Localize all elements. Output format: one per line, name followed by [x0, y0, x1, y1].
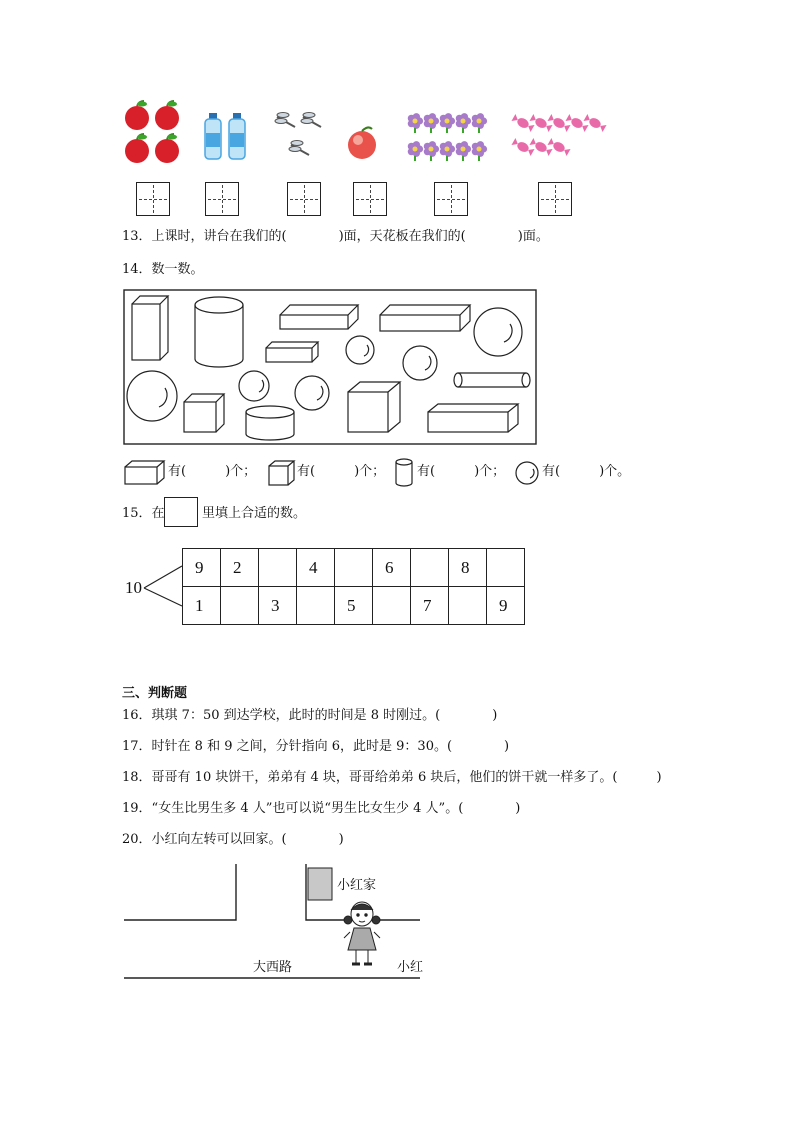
candies-icon	[511, 114, 607, 157]
question-20: 20．小红向左转可以回家。( )	[122, 832, 344, 847]
large-cylinder-shape	[195, 297, 243, 367]
peach-icon	[348, 127, 376, 159]
small-cylinder-shape	[246, 406, 294, 440]
table-cell[interactable]	[335, 549, 373, 587]
shapes-figure	[122, 288, 538, 448]
question-19: 19．“女生比男生多 4 人”也可以说“男生比女生少 4 人”。( )	[122, 801, 521, 816]
sphere-shape-1	[474, 308, 522, 356]
cylinder-icon	[394, 458, 414, 488]
candy-icon	[547, 138, 571, 157]
apples-icon	[125, 101, 179, 163]
sphere-shape-3	[403, 346, 437, 380]
question-17: 17．时针在 8 和 9 之间，分针指向 6，此时是 9：30。( )	[122, 739, 510, 754]
girl-icon	[344, 902, 380, 964]
flower-icon	[424, 113, 439, 133]
table-cell[interactable]	[449, 587, 487, 625]
table-cell[interactable]: 3	[259, 587, 297, 625]
sphere-icon	[514, 460, 540, 486]
question-18: 18．哥哥有 10 块饼干，弟弟有 4 块，哥哥给弟弟 6 块后，他们的饼干就一样多了。( )	[122, 770, 662, 785]
count-sphere: 有( )个。	[542, 464, 631, 479]
flower-icon	[440, 141, 455, 161]
table-cell[interactable]: 4	[297, 549, 335, 587]
table-cell[interactable]	[297, 587, 335, 625]
home-label: 小红家	[337, 878, 377, 893]
table-row-top	[183, 549, 525, 587]
answer-box-bottles[interactable]	[205, 182, 239, 216]
answer-box-peach[interactable]	[353, 182, 387, 216]
candy-icon	[583, 114, 607, 133]
bottles-icon	[205, 113, 245, 159]
example-box	[164, 497, 198, 527]
candy-icon	[547, 114, 571, 133]
candy-icon	[529, 114, 553, 133]
flowers-icon	[408, 113, 487, 161]
candy-icon	[565, 114, 589, 133]
counting-pictures	[115, 95, 615, 170]
table-cell[interactable]	[487, 549, 525, 587]
sphere-shape-4	[127, 371, 177, 421]
sphere-shape-5	[239, 371, 269, 401]
table-cell[interactable]: 9	[487, 587, 525, 625]
answer-box-flowers[interactable]	[434, 182, 468, 216]
question-13: 13．上课时，讲台在我们的( )面，天花板在我们的( )面。	[122, 229, 549, 244]
lying-cylinder-shape	[454, 373, 530, 387]
flower-icon	[408, 113, 423, 133]
flower-icon	[472, 113, 487, 133]
question-14-title: 14．数一数。	[122, 262, 204, 277]
house-icon	[308, 868, 332, 900]
question-16: 16．琪琪 7：50 到达学校，此时的时间是 8 时刚过。( )	[122, 708, 498, 723]
table-cell[interactable]	[221, 587, 259, 625]
table-cell[interactable]: 7	[411, 587, 449, 625]
dragonflies-icon	[275, 113, 321, 156]
flower-icon	[424, 141, 439, 161]
sphere-shape-6	[295, 376, 329, 410]
tall-cuboid-shape	[132, 296, 168, 360]
cube-shape-1	[184, 394, 224, 432]
candy-icon	[511, 138, 535, 157]
flat-cuboid-shape-3	[428, 404, 518, 432]
table-cell[interactable]	[259, 549, 297, 587]
table-cell[interactable]: 1	[183, 587, 221, 625]
count-cylinder: 有( )个；	[417, 464, 506, 479]
number-split-table	[182, 548, 525, 625]
answer-box-apples[interactable]	[136, 182, 170, 216]
flower-icon	[456, 141, 471, 161]
answer-box-candies[interactable]	[538, 182, 572, 216]
table-cell[interactable]: 2	[221, 549, 259, 587]
table-cell[interactable]	[411, 549, 449, 587]
flower-icon	[440, 113, 455, 133]
flat-cuboid-shape-1	[280, 305, 358, 329]
candy-icon	[529, 138, 553, 157]
count-cube: 有( )个；	[297, 464, 386, 479]
flat-cuboid-shape-2	[380, 305, 470, 331]
flower-icon	[472, 141, 487, 161]
flower-icon	[456, 113, 471, 133]
table-row-bottom	[183, 587, 525, 625]
sphere-shape-2	[346, 336, 374, 364]
road-label: 大西路	[253, 960, 293, 975]
question-15-prefix: 15．在	[122, 506, 165, 521]
split-total: 10	[125, 578, 142, 597]
small-cuboid-shape	[266, 342, 318, 362]
table-cell[interactable]: 9	[183, 549, 221, 587]
count-cuboid: 有( )个；	[168, 464, 257, 479]
table-cell[interactable]: 5	[335, 587, 373, 625]
split-lines	[142, 560, 184, 610]
question-15-suffix: 里填上合适的数。	[202, 506, 307, 521]
cuboid-icon	[124, 460, 166, 486]
cube-shape-2	[348, 382, 400, 432]
section-3-title: 三、判断题	[122, 686, 188, 701]
table-cell[interactable]: 6	[373, 549, 411, 587]
table-cell[interactable]: 8	[449, 549, 487, 587]
cube-icon	[268, 460, 296, 486]
table-cell[interactable]	[373, 587, 411, 625]
candy-icon	[511, 114, 535, 133]
answer-box-dragonflies[interactable]	[287, 182, 321, 216]
girl-label: 小红	[397, 960, 424, 975]
flower-icon	[408, 141, 423, 161]
